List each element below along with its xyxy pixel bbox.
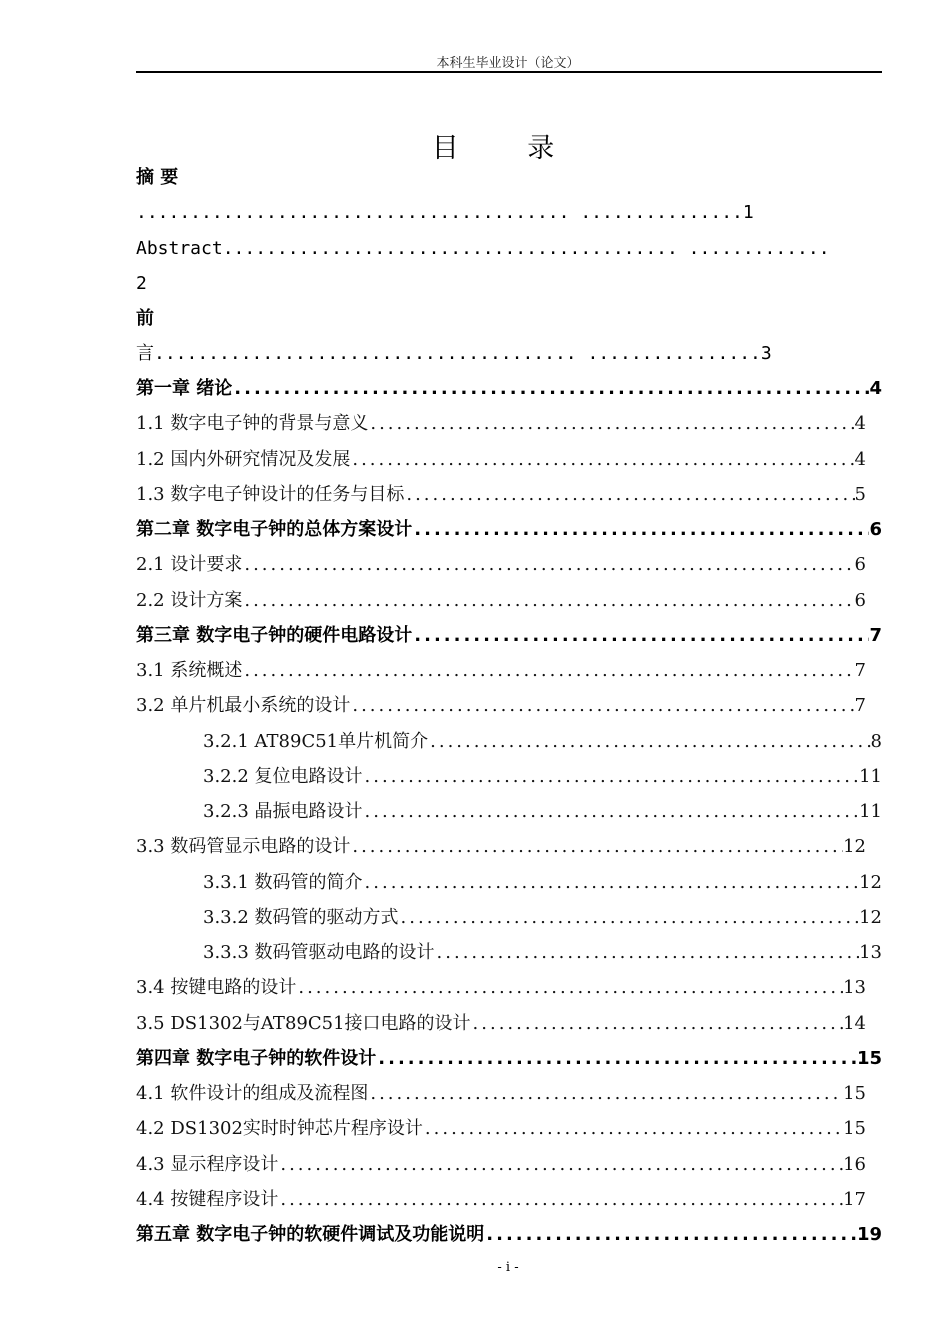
toc-entry-label: 3.2.3 晶振电路设计 [203, 801, 363, 822]
toc-entry-page: 11 [859, 766, 882, 787]
toc-dot-leader [484, 1220, 857, 1250]
toc-entry[interactable] [203, 868, 882, 898]
toc-entry-page: 6 [854, 554, 866, 575]
toc-entry-page: 16 [843, 1154, 866, 1175]
toc-title: 目 录 [431, 133, 585, 164]
toc-entry-page: 6 [854, 590, 866, 611]
toc-entry-page: 17 [843, 1189, 866, 1210]
toc-entry[interactable] [136, 1185, 866, 1215]
toc-entry-label: 2.2 设计方案 [136, 590, 243, 611]
toc-dot-leader [242, 586, 854, 616]
toc-entry[interactable] [136, 656, 866, 686]
toc-dot-leader [471, 1009, 844, 1039]
toc-entry[interactable] [203, 903, 882, 933]
toc-entry[interactable] [136, 1009, 866, 1039]
toc-entry[interactable] [136, 973, 866, 1003]
toc-entry[interactable] [136, 1044, 882, 1074]
page-number: - i - [497, 1260, 519, 1275]
toc-entry-page: 5 [854, 484, 866, 505]
toc-dot-leader [242, 656, 854, 686]
toc-entry-page: 4 [869, 378, 882, 399]
toc-entry-label: 第二章 数字电子钟的总体方案设计 [136, 519, 413, 540]
toc-entry-label: 3.1 系统概述 [136, 660, 243, 681]
toc-entry-label: 3.5 DS1302与AT89C51接口电路的设计 [136, 1013, 471, 1034]
toc-entry-page: 4 [854, 449, 866, 470]
toc-entry-page: 11 [859, 801, 882, 822]
toc-entry[interactable] [136, 1114, 866, 1144]
toc-dot-leader [368, 409, 854, 439]
toc-entry-label: 3.3.3 数码管驱动电路的设计 [203, 942, 435, 963]
page-header: 本科生毕业设计（论文） [436, 56, 580, 71]
toc-dot-leader [278, 1150, 843, 1180]
toc-entry[interactable] [203, 727, 882, 757]
toc-preface-label: 前 [136, 308, 154, 329]
toc-abstract-en-page: 2 [136, 273, 147, 294]
toc-entry-page: 7 [854, 695, 866, 716]
toc-entry[interactable] [136, 832, 866, 862]
toc-entry-page: 13 [843, 977, 866, 998]
toc-abstract-en-line: Abstract.......................................... ............. [136, 238, 830, 259]
toc-dot-leader [435, 938, 860, 968]
toc-entry[interactable] [203, 762, 882, 792]
toc-entry-label: 第一章 绪论 [136, 378, 233, 399]
toc-entry-label: 3.3 数码管显示电路的设计 [136, 836, 351, 857]
toc-dot-leader [428, 727, 870, 757]
toc-entry[interactable] [136, 445, 866, 475]
toc-entry[interactable] [136, 691, 866, 721]
toc-entry[interactable] [136, 621, 882, 651]
toc-dot-leader [278, 1185, 843, 1215]
toc-entry-page: 6 [869, 519, 882, 540]
toc-entry-page: 12 [843, 836, 866, 857]
toc-entry[interactable] [136, 515, 882, 545]
toc-entry-label: 4.1 软件设计的组成及流程图 [136, 1083, 369, 1104]
toc-entry-label: 3.3.2 数码管的驱动方式 [203, 907, 399, 928]
toc-entry-label: 3.2.2 复位电路设计 [203, 766, 363, 787]
toc-entry-label: 4.2 DS1302实时时钟芯片程序设计 [136, 1118, 423, 1139]
toc-entry-page: 15 [843, 1083, 866, 1104]
toc-entry-label: 1.2 国内外研究情况及发展 [136, 449, 351, 470]
toc-dot-leader [350, 832, 843, 862]
toc-entry-page: 13 [859, 942, 882, 963]
toc-dot-leader [368, 1079, 843, 1109]
toc-entry-label: 第四章 数字电子钟的软件设计 [136, 1048, 377, 1069]
toc-entry-page: 8 [870, 731, 882, 752]
toc-entry-label: 3.4 按键电路的设计 [136, 977, 297, 998]
toc-dot-leader [399, 903, 860, 933]
toc-entry-label: 4.3 显示程序设计 [136, 1154, 279, 1175]
toc-dot-leader [363, 868, 860, 898]
toc-entry-page: 14 [843, 1013, 866, 1034]
toc-entry-page: 12 [859, 872, 882, 893]
toc-entry[interactable] [136, 550, 866, 580]
toc-entry-label: 1.1 数字电子钟的背景与意义 [136, 413, 369, 434]
toc-preface-leader: 言....................................... ................3 [136, 343, 772, 364]
toc-dot-leader [423, 1114, 843, 1144]
toc-entry-page: 7 [854, 660, 866, 681]
toc-entry[interactable] [136, 1150, 866, 1180]
toc-dot-leader [296, 973, 843, 1003]
toc-entry-page: 7 [869, 625, 882, 646]
toc-entry-label: 第三章 数字电子钟的硬件电路设计 [136, 625, 413, 646]
toc-entry[interactable] [203, 938, 882, 968]
toc-dot-leader [412, 621, 869, 651]
toc-dot-leader [350, 445, 854, 475]
toc-entry-label: 4.4 按键程序设计 [136, 1189, 279, 1210]
toc-entry[interactable] [203, 797, 882, 827]
toc-dot-leader [412, 515, 869, 545]
toc-dot-leader [376, 1044, 857, 1074]
toc-entry[interactable] [136, 480, 866, 510]
toc-entry-label: 1.3 数字电子钟设计的任务与目标 [136, 484, 405, 505]
toc-dot-leader [350, 691, 854, 721]
toc-entry-label: 3.2 单片机最小系统的设计 [136, 695, 351, 716]
toc-entry[interactable] [136, 586, 866, 616]
header-rule [136, 71, 882, 73]
toc-entry-page: 4 [854, 413, 866, 434]
toc-entry-label: 第五章 数字电子钟的软硬件调试及功能说明 [136, 1224, 485, 1245]
toc-dot-leader [404, 480, 854, 510]
toc-entry[interactable] [136, 374, 882, 404]
toc-dot-leader [363, 797, 860, 827]
toc-entry-label: 3.3.1 数码管的简介 [203, 872, 363, 893]
toc-abstract-cn-leader: ........................................ ...............1 [136, 202, 754, 223]
toc-dot-leader [232, 374, 869, 404]
toc-dot-leader [363, 762, 860, 792]
toc-entry-page: 19 [856, 1224, 882, 1245]
toc-entry[interactable] [136, 1220, 882, 1250]
toc-dot-leader [242, 550, 854, 580]
toc-entry-label: 2.1 设计要求 [136, 554, 243, 575]
toc-entry[interactable] [136, 1079, 866, 1109]
toc-entry-page: 15 [856, 1048, 882, 1069]
toc-entry-label: 3.2.1 AT89C51单片机简介 [203, 731, 429, 752]
toc-abstract-cn-label: 摘 要 [136, 167, 179, 188]
toc-entry-page: 12 [859, 907, 882, 928]
toc-entry[interactable] [136, 409, 866, 439]
toc-entry-page: 15 [843, 1118, 866, 1139]
